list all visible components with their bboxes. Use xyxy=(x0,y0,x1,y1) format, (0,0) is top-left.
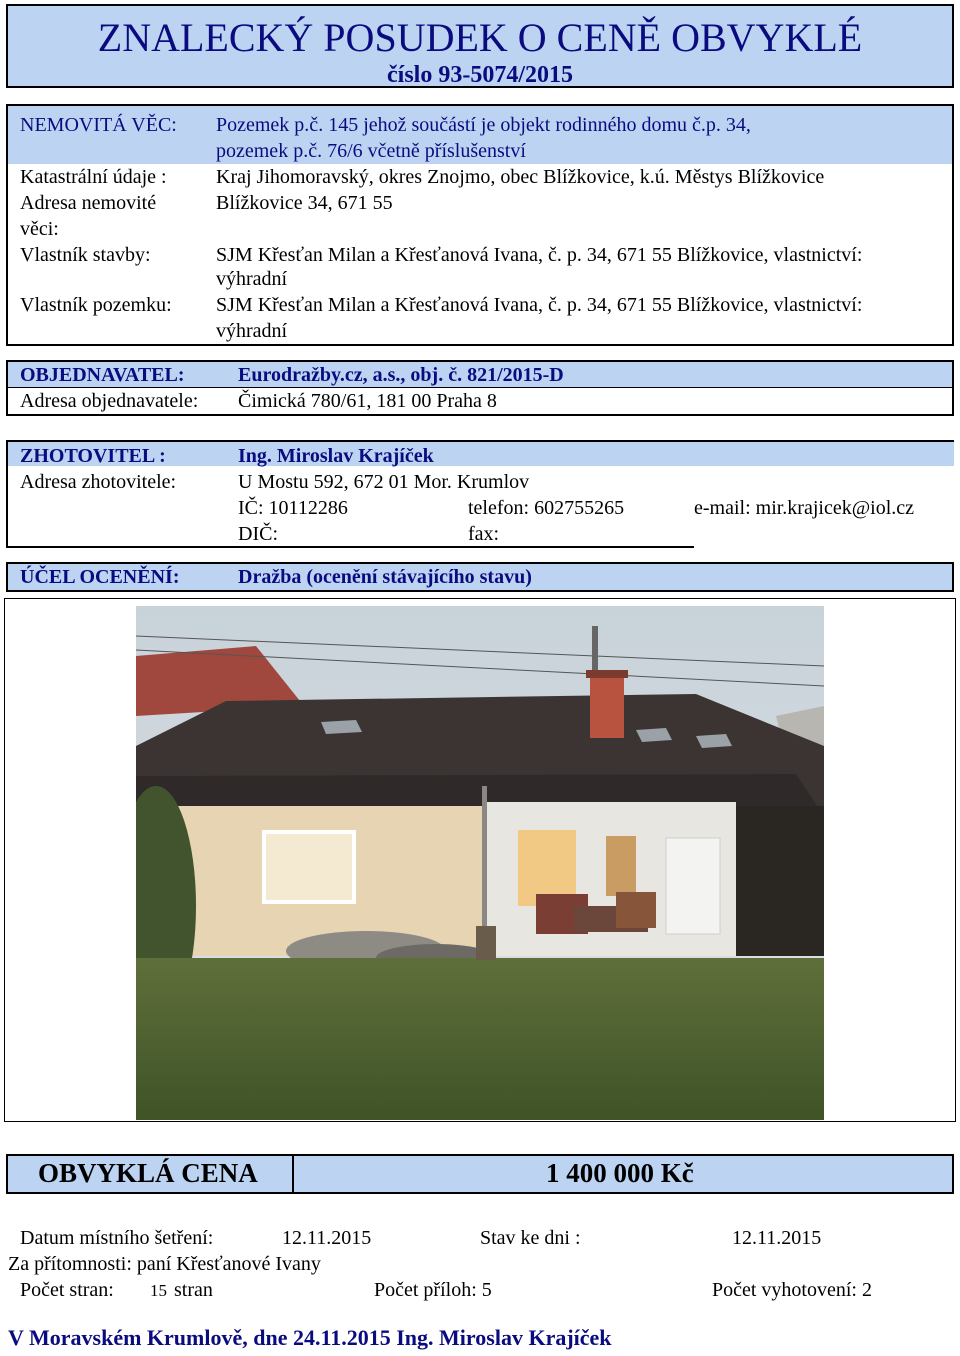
client-value: Eurodražby.cz, a.s., obj. č. 821/2015-D xyxy=(238,364,564,386)
owner-building-value1: SJM Křesťan Milan a Křesťanová Ivana, č. p. 34, 671 55 Blížkovice, vlastnictví: xyxy=(216,244,863,266)
client-address-value: Čimická 780/61, 181 00 Praha 8 xyxy=(238,390,497,412)
owner-land-value1: SJM Křesťan Milan a Křesťanová Ivana, č. p. 34, 671 55 Blížkovice, vlastnictví: xyxy=(216,294,863,316)
pages-label: Počet stran: xyxy=(20,1279,114,1301)
owner-land-label: Vlastník pozemku: xyxy=(20,294,172,316)
contractor-address-value: U Mostu 592, 672 01 Mor. Krumlov xyxy=(238,471,530,493)
contractor-top-line xyxy=(6,440,954,442)
owner-building-value2: výhradní xyxy=(216,268,288,290)
title-box xyxy=(6,4,954,88)
pages-unit: stran xyxy=(174,1279,213,1301)
pages-count: 15 xyxy=(150,1281,167,1300)
document-number: číslo 93-5074/2015 xyxy=(387,62,573,88)
contractor-name: Ing. Miroslav Krajíček xyxy=(238,445,434,467)
property-line1: Pozemek p.č. 145 jehož součástí je objekt rodinného domu č.p. 34, xyxy=(216,114,751,136)
cadastre-label: Katastrální údaje : xyxy=(20,166,167,188)
copies-count: Počet vyhotovení: 2 xyxy=(712,1279,872,1301)
address-label-line1: Adresa nemovité xyxy=(20,192,157,214)
attachments-count: Počet příloh: 5 xyxy=(374,1279,492,1301)
signature-line: V Moravském Krumlově, dne 24.11.2015 Ing. Miroslav Krajíček xyxy=(8,1325,612,1350)
contractor-fax: fax: xyxy=(468,523,500,545)
purpose-label: ÚČEL OCENĚNÍ: xyxy=(20,566,180,588)
address-label-line2: věci: xyxy=(20,218,59,240)
client-label: OBJEDNAVATEL: xyxy=(20,364,185,386)
owner-land-value2: výhradní xyxy=(216,320,288,342)
contractor-address-label: Adresa zhotovitele: xyxy=(20,471,177,493)
price-label: OBVYKLÁ CENA xyxy=(38,1158,258,1188)
contractor-left-line xyxy=(6,440,8,548)
state-label: Stav ke dni : xyxy=(480,1227,581,1249)
inspection-date: 12.11.2015 xyxy=(282,1227,372,1249)
state-date: 12.11.2015 xyxy=(732,1227,822,1249)
client-address-label: Adresa objednavatele: xyxy=(20,390,199,412)
house-photo xyxy=(136,606,824,1120)
inspection-label: Datum místního šetření: xyxy=(20,1227,214,1249)
property-label: NEMOVITÁ VĚC: xyxy=(20,114,177,136)
contractor-phone: telefon: 602755265 xyxy=(468,497,625,519)
address-value: Blížkovice 34, 671 55 xyxy=(216,192,393,214)
contractor-label: ZHOTOVITEL : xyxy=(20,445,166,467)
price-value: 1 400 000 Kč xyxy=(546,1158,694,1188)
presence-text: Za přítomnosti: paní Křesťanové Ivany xyxy=(8,1253,321,1275)
property-line2: pozemek p.č. 76/6 včetně příslušenství xyxy=(216,140,526,162)
purpose-value: Dražba (ocenění stávajícího stavu) xyxy=(238,566,532,588)
contractor-dic: DIČ: xyxy=(238,523,278,545)
contractor-email: e-mail: mir.krajicek@iol.cz xyxy=(694,497,914,519)
contractor-ico: IČ: 10112286 xyxy=(238,497,348,519)
owner-building-label: Vlastník stavby: xyxy=(20,244,151,266)
document-title: ZNALECKÝ POSUDEK O CENĚ OBVYKLÉ xyxy=(97,15,863,60)
contractor-bottom-line xyxy=(6,546,694,548)
cadastre-value: Kraj Jihomoravský, okres Znojmo, obec Blížkovice, k.ú. Městys Blížkovice xyxy=(216,166,825,188)
price-divider xyxy=(292,1156,294,1192)
